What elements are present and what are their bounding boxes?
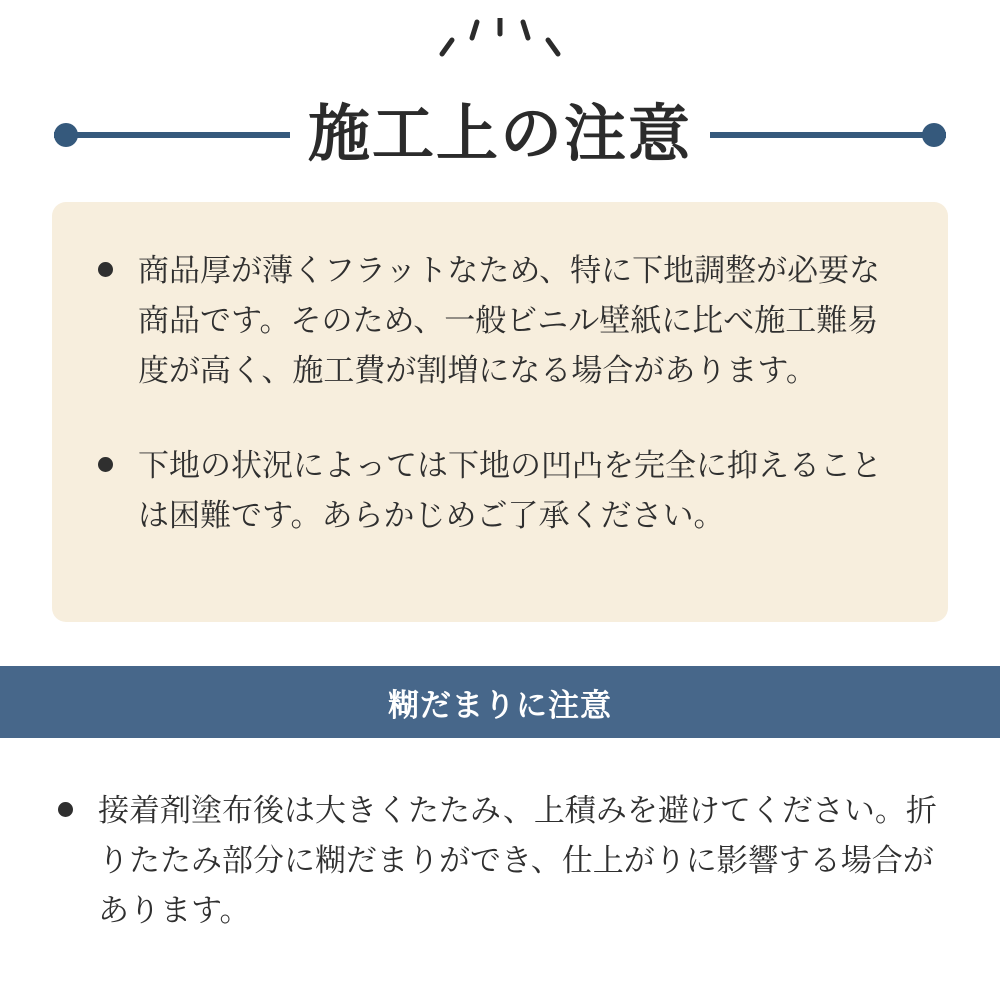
bullet-dot-icon [98,457,113,472]
lower-bullet-list [52,786,948,937]
list-item [92,441,908,541]
sparkle-burst-icon [430,18,570,64]
title-row [0,62,1000,207]
lower-section [0,738,1000,937]
notice-bullet-list [92,246,908,541]
list-item [92,246,908,397]
notice-card [52,202,948,622]
title-rule-left [54,132,290,138]
title-rule-right [710,132,946,138]
page-title: 施工上の注意 [307,99,692,169]
section-band [0,666,1000,738]
list-item [52,786,948,937]
title-dot-left [54,123,78,147]
page-header [0,0,1000,170]
list-item-text: 接着剤塗布後は大きくたたみ、上積みを避けてください。折りたたみ部分に糊だまりができ、仕上がりに影響する場合があります。 [98,793,937,929]
list-item-text: 下地の状況によっては下地の凹凸を完全に抑えることは困難です。あらかじめご了承ください。 [138,447,882,533]
bullet-dot-icon [58,802,73,817]
title-dot-right [922,123,946,147]
bullet-dot-icon [98,262,113,277]
section-band-title: 糊だまりに注意 [388,687,612,723]
list-item-text: 商品厚が薄くフラットなため、特に下地調整が必要な商品です。そのため、一般ビニル壁紙に比べ施工難易度が高く、施工費が割増になる場合があります。 [138,253,881,389]
